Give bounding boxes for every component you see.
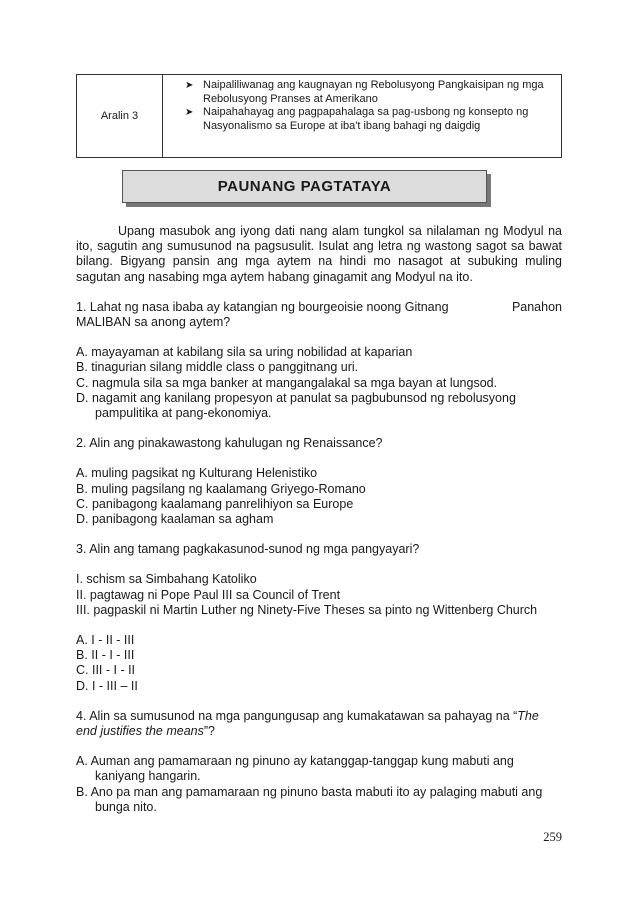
question-1 <box>76 300 562 330</box>
q1-stem-b: Panahon <box>511 299 562 314</box>
q3-option-c: C. III - I - II <box>76 663 136 678</box>
q2-option-b: B. muling pagsilang ng kaalamang Griyego-Romano <box>76 481 366 496</box>
lesson-objectives-table <box>76 74 562 158</box>
assessment-body <box>76 224 562 830</box>
q3-events <box>76 572 562 618</box>
objective-text: Naipaliliwanag ang kaugnayan ng Rebolusyong Pangkaisipan ng mga Rebolusyong Pranses at Amerikano <box>203 79 544 105</box>
q1-stem-c: MALIBAN sa anong aytem? <box>76 315 231 330</box>
q1-option-d: D. nagamit ang kanilang propesyon at panulat sa pagbubunsod ng rebolusyong pampulitika at pang-ekonomiya. <box>76 390 516 421</box>
question-2: 2. Alin ang pinakawastong kahulugan ng Renaissance? <box>76 436 383 451</box>
q1-stem-a: 1. Lahat ng nasa ibaba ay katangian ng bourgeoisie noong Gitnang <box>76 299 449 314</box>
q3-options <box>76 633 562 694</box>
q1-option-a: A. mayayaman at kabilang sila sa uring nobilidad at kaparian <box>76 345 413 360</box>
page-number: 259 <box>543 830 562 844</box>
objectives-cell <box>163 75 561 157</box>
objective-item <box>185 106 557 133</box>
q4-quote: The end justifies the means <box>76 708 539 739</box>
q4-option-a: A. Auman ang pamamaraan ng pinuno ay katanggap-tanggap kung mabuti ang kaniyang hangarin. <box>76 754 514 784</box>
q2-option-a: A. muling pagsikat ng Kulturang Helenistiko <box>76 466 318 481</box>
q3-option-b: B. II - I - III <box>76 648 135 663</box>
q4-stem-a: 4. Alin sa sumusunod na mga pangungusap ang kumakatawan sa pahayag na “ <box>76 708 518 723</box>
question-3: 3. Alin ang tamang pagkakasunod-sunod ng mga pangyayari? <box>76 542 420 557</box>
q1-options <box>76 345 562 421</box>
q4-options <box>76 754 562 815</box>
section-title: PAUNANG PAGTATAYA <box>122 170 487 203</box>
question-4 <box>76 709 562 739</box>
q3-option-d: D. I - III – II <box>76 678 138 693</box>
q3-event-1: I. schism sa Simbahang Katoliko <box>76 572 257 587</box>
arrow-bullet-icon: ➤ <box>185 107 194 118</box>
q2-options <box>76 466 562 527</box>
q1-option-b: B. tinagurian silang middle class o panggitnang uri. <box>76 360 359 375</box>
q2-option-d: D. panibagong kaalaman sa agham <box>76 512 274 527</box>
q4-stem-b: ”? <box>203 724 215 739</box>
q1-option-c: C. nagmula sila sa mga banker at mangangalakal sa mga bayan at lungsod. <box>76 375 498 390</box>
lesson-label: Aralin 3 <box>77 75 163 157</box>
instructions: Upang masubok ang iyong dati nang alam tungkol sa nilalaman ng Modyul na ito, sagutin ang sumusunod na pagsusulit. Isulat ang letra ng wastong sagot sa bawat bilang. Bigyang pansin ang mga aytem na hindi mo nasagot at subuking muling sagutan ang nasabing mga aytem habang ginagamit ang Modyul na ito. <box>76 224 562 284</box>
q3-option-a: A. I - II - III <box>76 633 135 648</box>
objective-text: Naipahahayag ang pagpapahalaga sa pag-usbong ng konsepto ng Nasyonalismo sa Europe at iba't ibang bahagi ng daigdig <box>203 106 529 132</box>
q3-event-3: III. pagpaskil ni Martin Luther ng Ninety-Five Theses sa pinto ng Wittenberg Church <box>76 602 538 617</box>
q3-event-2: II. pagtawag ni Pope Paul III sa Council of Trent <box>76 587 341 602</box>
arrow-bullet-icon: ➤ <box>185 80 194 91</box>
objective-item <box>185 79 557 106</box>
q2-option-c: C. panibagong kaalamang panrelihiyon sa Europe <box>76 496 354 511</box>
q4-option-b: B. Ano pa man ang pamamaraan ng pinuno basta mabuti ito ay palaging mabuti ang bunga nito. <box>76 784 543 814</box>
